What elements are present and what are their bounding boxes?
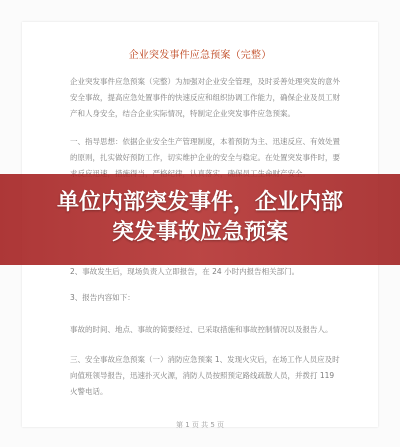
banner-title-line-1: 单位内部突发事件，企业内部 <box>56 190 343 215</box>
paragraph-guiding-principle: 一、指导思想：依据企业安全生产管理制度，本着预防为主、迅速反应、有效处置的原则，扎实做好预防工作，切实维护企业的安全与稳定。在处置突发事件时，要 <box>70 137 340 162</box>
paragraph-report-content: 事故的时间、地点、事故的简要经过、已采取措施和事故控制情况以及报告人。 <box>70 325 333 334</box>
title-banner <box>0 174 400 265</box>
paragraph-report-content-heading: 3、报告内容如下： <box>70 293 135 302</box>
banner-title-line-2: 突发事故应急预案 <box>111 220 288 245</box>
document-title: 企业突发事件应急预案（完整） <box>128 50 272 61</box>
page-footer: 第 1 页 共 5 页 <box>175 421 225 429</box>
paragraph-intro: 企业突发事件应急预案（完整）为加强对企业安全管理，及时妥善处理突发的意外安全事故，提高应急处置事件的快速反应和组织协调工作能力，确保企业及员工财产和人身安全，结合企业实际情况，特制定企业突发事件应急预案。 <box>70 77 340 118</box>
paragraph-fire-plan: 三、安全事故应急预案（一）消防应急预案 1、发现火灾后，在场工作人员应及时向值班领导报告，迅速扑灭火源，消防人员按照预定路线疏散人员，并拨打 119 火警电话。 <box>70 355 340 396</box>
paragraph-report-deadline: 2、事故发生后，现场负责人立即报告，在 24 小时内报告相关部门。 <box>70 267 300 276</box>
